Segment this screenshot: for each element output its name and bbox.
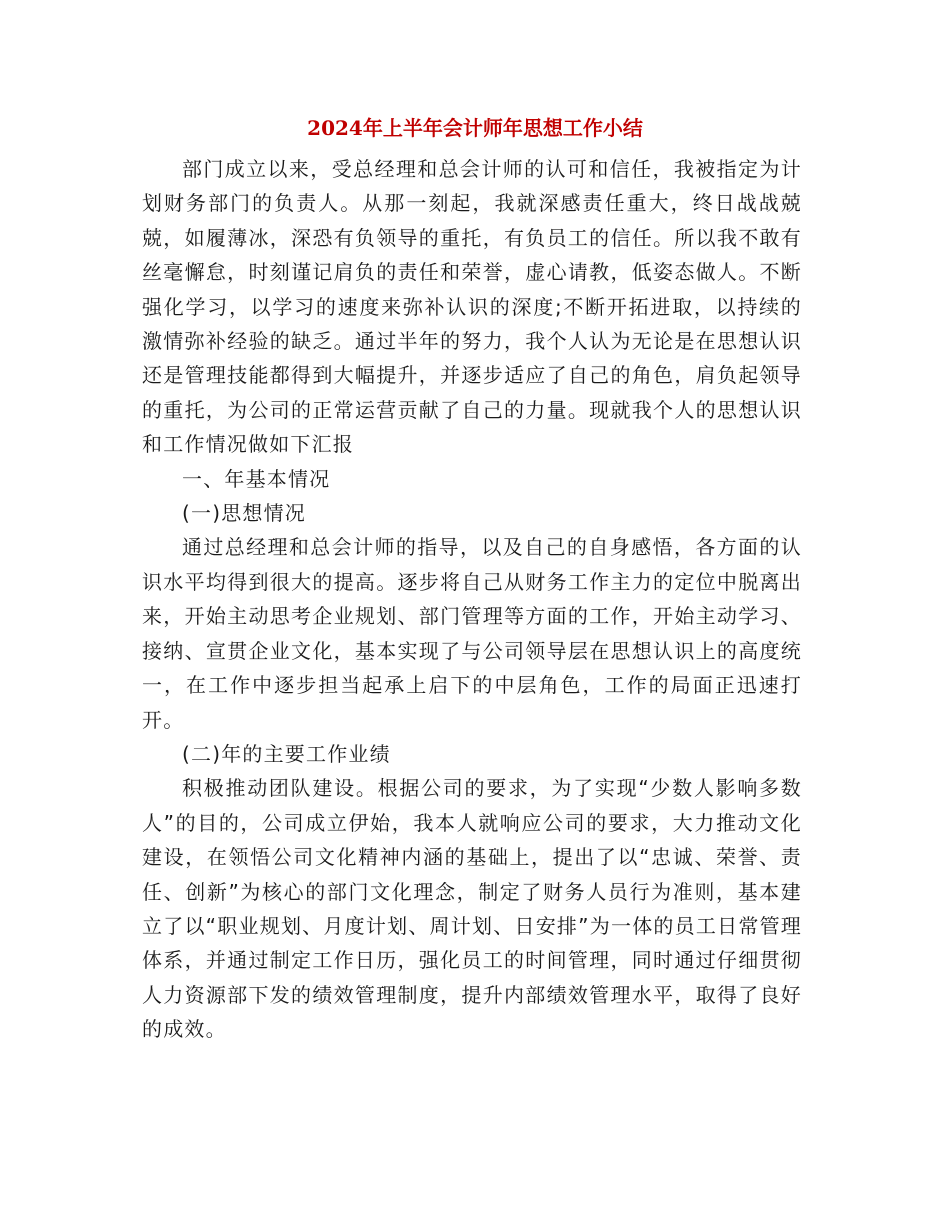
paragraph-intro: 部门成立以来，受总经理和总会计师的认可和信任，我被指定为计划财务部门的负责人。从那一刻起，我就深感责任重大，终日战战兢兢，如履薄冰，深恐有负领导的重托，有负员工的信任。所以我不敢有丝毫懈怠，时刻谨记肩负的责任和荣誉，虚心请教，低姿态做人。不断强化学习，以学习的速度来弥补认识的深度;不断开拓进取，以持续的激情弥补经验的缺乏。通过半年的努力，我个人认为无论是在思想认识还是管理技能都得到大幅提升，并逐步适应了自己的角色，肩负起领导的重托，为公司的正常运营贡献了自己的力量。现就我个人的思想认识和工作情况做如下汇报 <box>142 157 802 457</box>
heading-thought-situation: (一)思想情况 <box>182 501 307 526</box>
paragraph-thought: 通过总经理和总会计师的指导，以及自己的自身感悟，各方面的认识水平均得到很大的提高。逐步将自己从财务工作主力的定位中脱离出来，开始主动思考企业规划、部门管理等方面的工作，开始主动学习、接纳、宣贯企业文化，基本实现了与公司领导层在思想认识上的高度统一，在工作中逐步担当起承上启下的中层角色，工作的局面正迅速打开。 <box>142 535 802 732</box>
document-body <box>142 152 802 1047</box>
paragraph-team-building: 积极推动团队建设。根据公司的要求，为了实现“少数人影响多数人”的目的，公司成立伊始，我本人就响应公司的要求，大力推动文化建设，在领悟公司文化精神内涵的基础上，提出了以“忠诚、荣誉、责任、创新”为核心的部门文化理念，制定了财务人员行为准则，基本建立了以“职业规划、月度计划、周计划、日安排”为一体的员工日常管理体系，并通过制定工作日历，强化员工的时间管理，同时通过仔细贯彻人力资源部下发的绩效管理制度，提升内部绩效管理水平，取得了良好的成效。 <box>142 776 802 1042</box>
heading-main-achievements: (二)年的主要工作业绩 <box>182 741 391 766</box>
document-title: 2024年上半年会计师年思想工作小结 <box>307 116 643 140</box>
heading-basic-situation: 一、年基本情况 <box>182 466 331 491</box>
